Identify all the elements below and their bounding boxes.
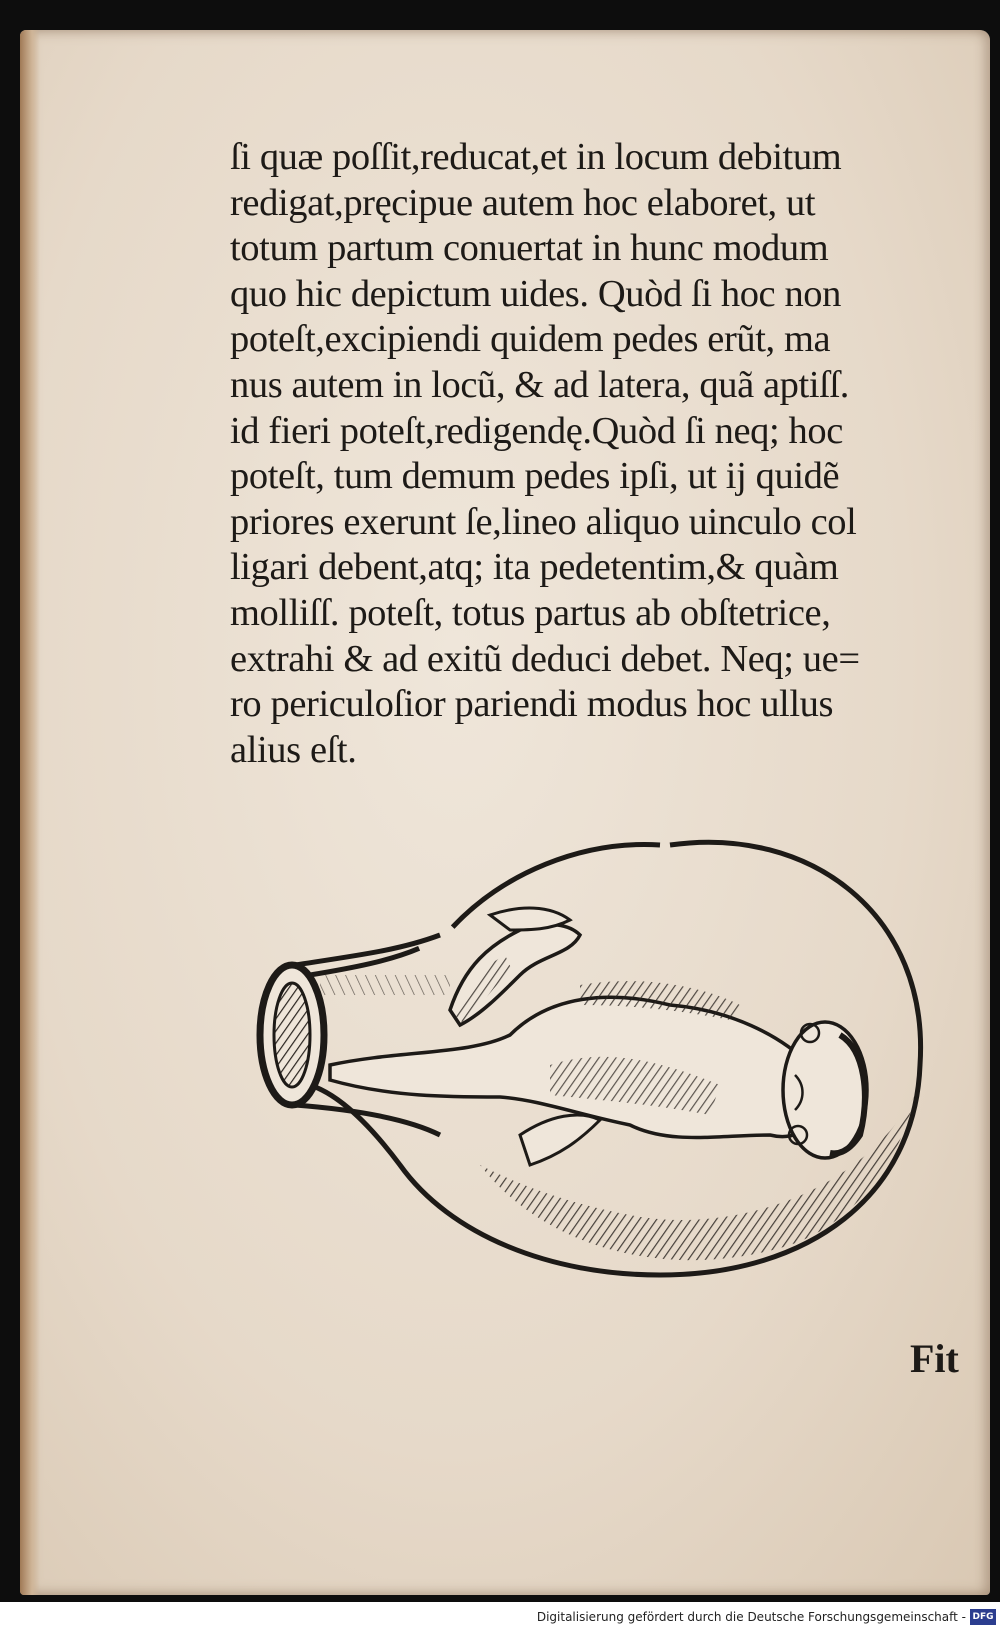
text-line: redigat,pręcipue autem hoc elaboret, ut [230, 181, 816, 224]
text-line: poteſt,excipiendi quidem pedes erũt, ma [230, 318, 831, 361]
text-line: quo hic depictum uides. Quòd ſi hoc non [230, 272, 842, 315]
text-line: extrahi & ad exitũ deduci debet. Neq; ue= [230, 637, 860, 680]
text-line: id fieri poteſt,redigendę.Quòd ſi neq; hoc [230, 409, 843, 452]
book-page [20, 30, 990, 1595]
text-line: molliſſ. poteſt, totus partus ab obſtetrice, [230, 591, 831, 634]
body-text [230, 135, 960, 773]
woodcut-fetus-illustration [250, 835, 950, 1335]
text-line: totum partum conuertat in hunc modum [230, 227, 829, 270]
footer-credit-text: Digitalisierung gefördert durch die Deutsche Forschungsgemeinschaft - [536, 1610, 966, 1624]
page-spine-edge [20, 30, 40, 1595]
text-line: priores exerunt ſe,lineo aliquo uinculo col [230, 500, 857, 543]
text-line: ligari debent,atq; ita pedetentim,& quàm [230, 546, 839, 589]
text-line: nus autem in locũ, & ad latera, quã aptiſſ. [230, 363, 849, 406]
text-line: ſi quæ poſſit,reducat,et in locum debitum [230, 136, 842, 178]
digitization-footer [0, 1602, 1000, 1630]
text-line: alius eſt. [230, 728, 357, 771]
catchword: Fit [910, 1336, 959, 1381]
text-line: poteſt, tum demum pedes ipſi, ut ij quidẽ [230, 455, 840, 498]
text-line: ro periculoſior pariendi modus hoc ullus [230, 683, 834, 726]
dfg-logo: DFG [970, 1609, 996, 1625]
